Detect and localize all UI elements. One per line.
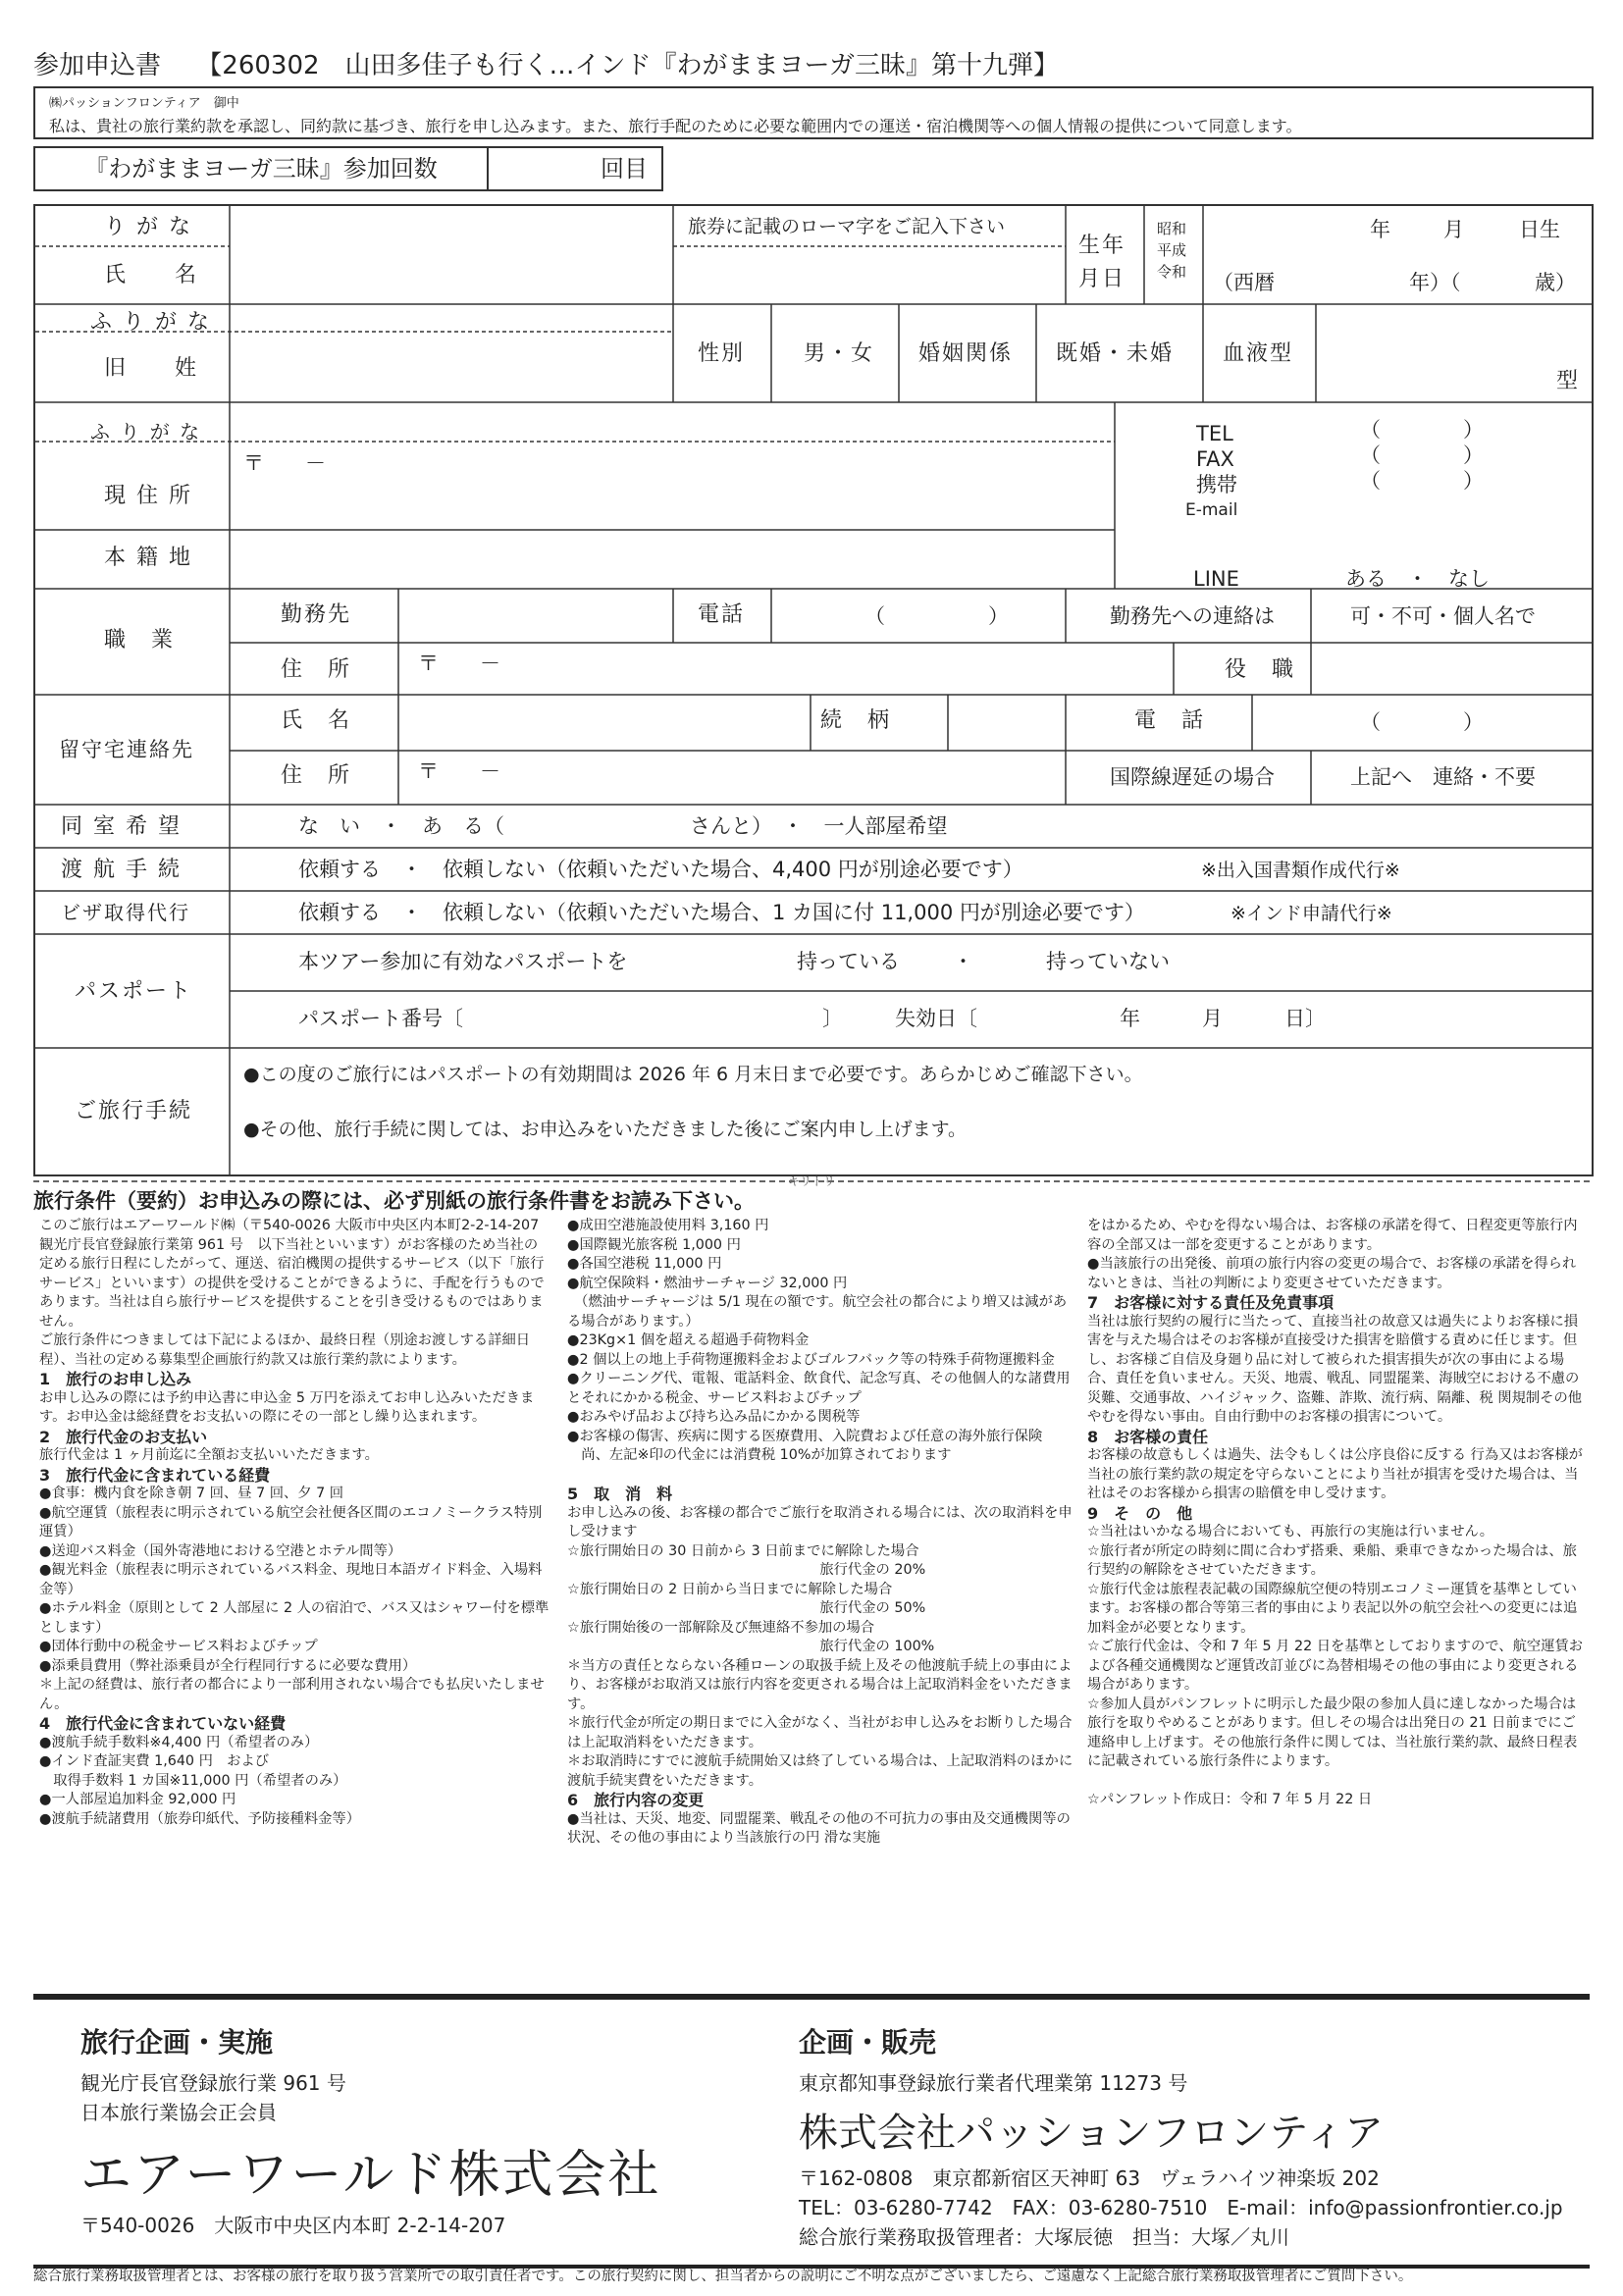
era-showa: 昭和 — [1157, 220, 1187, 237]
condition-text: お申し込みの際には予約申込書に申込金 5 万円を添えてお申し込みいただきます。お申込金は総経費をお支払いの際にその一部とし繰り込まれます。 — [39, 1389, 535, 1425]
condition-text: ●一人部屋追加料金 92,000 円 — [39, 1792, 236, 1807]
mobile-paren[interactable]: （ ） — [1360, 469, 1484, 493]
home-contact-phone-paren[interactable]: （ ） — [1360, 710, 1484, 734]
condition-text: ●当該旅行の出発後、前項の旅行内容の変更の場合で、お客様の承諾を得られないときは、当社の判断により変更させていただきます。 — [1087, 1256, 1577, 1291]
seller-registration: 東京都知事登録旅行業者代理業第 11273 号 — [799, 2071, 1188, 2095]
roman-note: 旅券に記載のローマ字をご記入下さい — [688, 216, 1006, 237]
condition-text: ☆旅行開始日の 2 日前から当日までに解除した場合 — [567, 1581, 893, 1597]
condition-text: ●成田空港施設使用料 3,160 円 — [567, 1218, 769, 1233]
home-postal-mark: 〒 － — [418, 759, 500, 783]
condition-text: ●23Kg×1 個を超える超過手荷物料金 — [567, 1332, 810, 1348]
birth-label: 生年月日 — [1078, 234, 1126, 291]
seller-address: 〒162-0808 東京都新宿区天神町 63 ヴェラハイツ神楽坂 202 — [799, 2166, 1380, 2190]
organizer-address: 〒540-0026 大阪市中央区内本町 2-2-14-207 — [80, 2214, 506, 2237]
furigana-label-2: ふ り が な — [90, 310, 211, 335]
agreement-box — [33, 86, 1594, 139]
condition-text: ＊旅行代金が所定の期日までに入金がなく、当社がお申し込みをお断りした場合は上記取消料をいただきます。 — [567, 1715, 1073, 1750]
condition-heading: 2 旅行代金のお支払い — [39, 1427, 208, 1446]
condition-text: ●航空保険料・燃油サーチャージ 32,000 円 — [567, 1275, 848, 1291]
condition-text: ●国際観光旅客税 1,000 円 — [567, 1236, 741, 1253]
era-reiwa: 令和 — [1157, 263, 1187, 281]
condition-text — [1087, 1772, 1590, 1792]
condition-heading: 7 お客様に対する責任及免責事項 — [1087, 1293, 1335, 1312]
conditions-column-3 — [1087, 1217, 1590, 1810]
form-header — [33, 45, 1059, 81]
visa-label: ビザ取得代行 — [61, 901, 190, 924]
passport-number-close: 〕 — [822, 1007, 843, 1030]
line-options[interactable]: ある ・ なし — [1345, 567, 1490, 591]
travel-proc-label: 渡 航 手 続 — [61, 858, 182, 882]
condition-text: ●食事：機内食を除き朝 7 回、昼 7 回、夕 7 回 — [39, 1486, 344, 1501]
condition-heading: 1 旅行のお申し込み — [39, 1370, 192, 1388]
condition-text: ☆当社はいかなる場合においても、再旅行の実施は行いません。 — [1087, 1524, 1493, 1539]
blood-label: 血液型 — [1223, 341, 1294, 366]
delay-label: 国際線遅延の場合 — [1110, 765, 1275, 789]
domicile-label: 本 籍 地 — [104, 546, 192, 570]
line-label: LINE — [1193, 567, 1239, 591]
tel-paren[interactable]: （ ） — [1360, 418, 1484, 442]
email-label: E-mail — [1185, 500, 1238, 520]
tour-name: 【260302 山田多佳子も行く…インド『わがままヨーガ三昧』第十九弾】 — [196, 51, 1060, 80]
form-title: 参加申込書 — [33, 51, 162, 80]
footer-note: 総合旅行業務取扱管理者とは、お客様の旅行を取り扱う営業所での取引責任者です。この旅行契約に関し、担当者からの説明にご不明な点がございましたら、ご遠慮なく上記総合旅行業務取扱管理者にご質問下さい。 — [33, 2269, 1413, 2284]
organizer-company: エアーワールド株式会社 — [80, 2146, 661, 2205]
visa-note: ※インド申請代行※ — [1230, 903, 1392, 924]
passport-have[interactable]: 持っている — [797, 950, 900, 973]
organizer-heading: 旅行企画・実施 — [80, 2026, 274, 2059]
expiry-date[interactable]: 年 月 日〕 — [1120, 1007, 1326, 1030]
name-label: 氏 名 — [104, 263, 199, 287]
condition-text: ☆ご旅行代金は、令和 7 年 5 月 22 日を基準としておりますので、航空運賃および各種交通機関など運賃改訂並びに為替相場その他の事由により変更される場合があります。 — [1087, 1639, 1584, 1693]
condition-text: 取得手数料 1 カ国※11,000 円（希望者のみ） — [39, 1772, 347, 1789]
procedure-note-1: ●この度のご旅行にはパスポートの有効期間は 2026 年 6 月末日まで必要です。あらかじめご確認下さい。 — [243, 1064, 1143, 1085]
condition-text: ＊お取消時にすでに渡航手続開始又は終了している場合は、上記取消料のほかに渡航手続実費をいただきます。 — [567, 1753, 1073, 1789]
condition-heading: 5 取 消 料 — [567, 1485, 673, 1503]
age: 歳） — [1535, 271, 1576, 294]
condition-text: お客様の故意もしくは過失、法令もしくは公序良俗に反する 行為又はお客様が当社の旅行業約款の規定を守らないことにより当社が損害を受けた場合は、当社はそのお客様から損害の賠償を申し受けます。 — [1087, 1447, 1583, 1501]
participation-count — [33, 146, 663, 191]
condition-text: ☆旅行代金は旅程表記載の国際線航空便の特別エコノミー運賃を基準としています。お客様の都合等第三者的事由により表記以外の航空会社への変更には追加料金が必要となります。 — [1087, 1581, 1578, 1636]
work-address-label: 住 所 — [281, 657, 352, 682]
travel-proc-note: ※出入国書類作成代行※ — [1201, 860, 1400, 881]
marital-options[interactable]: 既婚・未婚 — [1056, 341, 1175, 366]
condition-text: 旅行代金の 50% — [567, 1600, 926, 1616]
condition-text: （燃油サーチャージは 5/1 現在の額です。航空会社の都合により増又は減がある場合があります。） — [567, 1294, 1068, 1330]
cut-line — [33, 1180, 1590, 1182]
condition-text: ☆旅行開始後の一部解除及び無連絡不参加の場合 — [567, 1619, 875, 1636]
condition-heading: 6 旅行内容の変更 — [567, 1791, 705, 1809]
seller-heading: 企画・販売 — [799, 2026, 937, 2059]
seller-contact: TEL：03-6280-7742 FAX：03-6280-7510 E-mail：info@passionfrontier.co.jp — [799, 2196, 1563, 2219]
condition-text: ●送迎バス料金（国外寄港地における空港とホテル間等） — [39, 1542, 402, 1559]
condition-text: ●渡航手続諸費用（旅券印紙代、予防接種料金等） — [39, 1810, 361, 1827]
visa-options[interactable]: 依頼する ・ 依頼しない（依頼いただいた場合、1 カ国に付 11,000 円が別途必要です） — [298, 901, 1145, 924]
marital-label: 婚姻関係 — [918, 341, 1014, 366]
condition-text: ☆旅行者が所定の時刻に間に合わず搭乗、乗船、乗車できなかった場合は、旅行契約の解除をさせていただきます。 — [1087, 1542, 1577, 1578]
condition-text: ●当社は、天災、地変、同盟罷業、戦乱その他の不可抗力の事由及交通機関等の状況、その他の事由により当該旅行の円 滑な実施 — [567, 1810, 1071, 1846]
era-heisei: 平成 — [1157, 241, 1187, 259]
contact-ok-label: 勤務先への連絡は — [1110, 604, 1275, 628]
participation-unit: 回目 — [601, 155, 648, 183]
condition-text: ●添乗員費用（弊社添乗員が全行程同行するに必要な費用） — [39, 1657, 417, 1674]
condition-text: ☆参加人員がパンフレットに明示した最少限の参加人員に達しなかった場合は旅行を取りやめることがあります。但しその場合は出発日の 21 日前までにご連絡申し上げます。その他旅行条件に関しては、当社旅行業約款、最終日程表に記載されている旅行条件によります。 — [1087, 1696, 1578, 1769]
home-contact-label: 留守宅連絡先 — [59, 738, 194, 761]
blood-unit: 型 — [1556, 369, 1581, 393]
work-postal-mark: 〒 － — [418, 652, 500, 675]
organizer-block — [80, 2021, 767, 2240]
roman-name-input[interactable] — [675, 247, 1064, 302]
fax-label: FAX — [1196, 447, 1234, 471]
condition-text: お申し込みの後、お客様の都合でご旅行を取消される場合には、次の取消料を申し受けます — [567, 1504, 1073, 1539]
condition-text: 旅行代金の 100% — [567, 1639, 935, 1654]
room-label: 同 室 希 望 — [61, 814, 182, 839]
seireki: （西暦 — [1213, 271, 1275, 294]
passport-have-not[interactable]: 持っていない — [1046, 950, 1170, 973]
condition-text: ●観光料金（旅程表に明示されているバス料金、現地日本語ガイド料金、入場料金等） — [39, 1562, 543, 1597]
address-input[interactable] — [232, 471, 1113, 528]
fax-paren[interactable]: （ ） — [1360, 444, 1484, 467]
gender-label: 性別 — [698, 341, 746, 366]
condition-text: ●お客様の傷害、疾病に関する医療費用、入院費および任意の海外旅行保険 — [567, 1428, 1043, 1444]
condition-text: ●ホテル料金（原則として 2 人部屋に 2 人の宿泊で、バス又はシャワー付を標準とします） — [39, 1600, 550, 1636]
travel-proc-options[interactable]: 依頼する ・ 依頼しない（依頼いただいた場合、4,400 円が別途必要です） — [298, 858, 1023, 881]
old-name-label: 旧 姓 — [104, 356, 199, 381]
application-grid — [33, 204, 1594, 1176]
delay-options[interactable]: 上記へ 連絡・不要 — [1350, 765, 1536, 789]
passport-question: 本ツアー参加に有効なパスポートを — [298, 950, 628, 973]
gender-options[interactable]: 男・女 — [804, 341, 875, 366]
room-options[interactable]: な い ・ あ る（ さんと） ・ 一人部屋希望 — [298, 814, 948, 838]
furigana-label-3: ふ り が な — [90, 420, 202, 444]
organizer-registration: 観光庁長官登録旅行業 961 号 — [80, 2071, 346, 2095]
condition-text: 旅行代金は 1 ヶ月前迄に全額お支払いいただきます。 — [39, 1447, 379, 1463]
position-label: 役 職 — [1225, 657, 1296, 682]
condition-text: ＊当方の責任とならない各種ローンの取扱手続上及その他渡航手続上の事由により、お客様がお取消又は旅行内容を変更される場合は上記取消料金をいただきます。 — [567, 1657, 1073, 1712]
work-phone-paren[interactable]: （ ） — [864, 604, 1009, 628]
cut-label: キリトリ — [787, 1174, 835, 1188]
condition-text: をはかるため、やむを得ない場合は、お客様の承諾を得て、日程変更等旅行内容の全部又は一部を変更することがあります。 — [1087, 1218, 1578, 1253]
condition-text — [567, 1466, 1077, 1486]
seller-block — [799, 2021, 1584, 2252]
condition-text: ＊上記の経費は、旅行者の都合により一部利用されない場合でも払戻いたしません。 — [39, 1677, 545, 1712]
birth-day: 日生 — [1519, 218, 1560, 241]
address-label: 現 住 所 — [104, 484, 192, 508]
condition-heading: 8 お客様の責任 — [1087, 1427, 1209, 1446]
furigana-label: り が な — [104, 215, 192, 239]
home-contact-address-label: 住 所 — [281, 763, 352, 788]
conditions-column-1 — [39, 1217, 550, 1829]
condition-text: ご旅行条件につきましては下記によるほか、最終日程（別途お渡しする詳細日程）、当社の定める募集型企画旅行約款又は旅行業約款によります。 — [39, 1332, 531, 1368]
postal-mark: 〒 － — [243, 451, 326, 475]
condition-text: ●2 個以上の地上手荷物運搬料金およびゴルフバック等の特殊手荷物運搬料金 — [567, 1351, 1055, 1368]
condition-text: ●各国空港税 11,000 円 — [567, 1256, 722, 1272]
organizer-association: 日本旅行業協会正会員 — [80, 2101, 277, 2124]
name-input[interactable] — [232, 247, 671, 302]
condition-text: 当社は旅行契約の履行に当たって、直接当社の故意又は過失によりお客様に損害を与えた場合はそのお客様が直接受けた損害を賠償する責めに任じます。但し、お客様ご自信及身廻り品に対して被られた損害損失が次の事由による場合、責任を負いません。天災、地震、戦乱、同盟罷業、海賊空における不慮の災難、交通事故、ハイジャック、盗難、詐欺、流行病、隔離、税 関規制その他やむを得ない事由。自由行動中のお客様の損害について。 — [1087, 1313, 1583, 1425]
mobile-label: 携帯 — [1196, 473, 1237, 496]
condition-text: 尚、左記※印の代金には消費税 10%が加算されております — [567, 1447, 952, 1463]
condition-text: 旅行代金の 20% — [567, 1562, 926, 1578]
condition-text: ●おみやげ品および持ち込み品にかかる関税等 — [567, 1409, 861, 1425]
condition-text: ●航空運賃（旅程表に明示されている航空会社便各区間のエコノミークラス特別運賃） — [39, 1504, 543, 1539]
relation-label: 続 柄 — [820, 708, 892, 733]
condition-text: ●インド査証実費 1,640 円 および — [39, 1753, 270, 1769]
condition-text: ●クリーニング代、電報、電話料金、飲食代、記念写真、その他個人的な諸費用とそれにかかる税金、サービス料およびチップ — [567, 1371, 1071, 1406]
condition-text: ●渡航手続手数料※4,400 円（希望者のみ） — [39, 1734, 319, 1750]
participation-label: 『わがままヨーガ三昧』参加回数 — [35, 148, 489, 189]
condition-text: ☆パンフレット作成日：令和 7 年 5 月 22 日 — [1087, 1792, 1373, 1807]
conditions-title: 旅行条件（要約）お申込みの際には、必ず別紙の旅行条件書をお読み下さい。 — [33, 1189, 755, 1213]
home-contact-phone-label: 電 話 — [1134, 708, 1206, 733]
passport-separator: ・ — [953, 950, 973, 973]
home-contact-name-label: 氏 名 — [281, 708, 352, 733]
procedure-note-2: ●その他、旅行手続に関しては、お申込みをいただきました後にご案内申し上げます。 — [243, 1119, 968, 1140]
passport-number-input[interactable] — [487, 997, 820, 1042]
condition-heading: 9 そ の 他 — [1087, 1503, 1193, 1523]
addressee: ㈱パッションフロンティア 御中 — [49, 96, 239, 111]
condition-text: このご旅行はエアーワールド㈱（〒540-0026 大阪市中央区内本町2-2-14-207 観光庁長官登録旅行業第 961 号 以下当社といいます）がお客様のため当社の定める旅行日程にしたがって、運送、宿泊機関の提供するサービス（以下「旅行サービス」といいます）の提供を受けることができるように、手配を行うものであります。当社は自ら旅行サービスを提供することを引き受けるものではありません。 — [39, 1218, 545, 1330]
seller-company: 株式会社パッションフロンティア — [799, 2111, 1384, 2156]
passport-number-label: パスポート番号〔 — [298, 1007, 463, 1030]
condition-heading: 4 旅行代金に含まれていない経費 — [39, 1714, 287, 1733]
job-label: 職 業 — [104, 628, 176, 652]
seireki-year: 年）（ — [1409, 271, 1461, 294]
tel-label: TEL — [1196, 422, 1233, 445]
birth-month: 月 — [1443, 218, 1464, 241]
contact-options[interactable]: 可・不可・個人名で — [1350, 604, 1536, 628]
seller-manager: 総合旅行業務取扱管理者：大塚辰徳 担当：大塚／丸川 — [799, 2225, 1289, 2249]
agreement-text: 私は、貴社の旅行業約款を承認し、同約款に基づき、旅行を申し込みます。また、旅行手配のために必要な範囲内での運送・宿泊機関等への個人情報の提供について同意します。 — [49, 117, 1302, 135]
condition-heading: 3 旅行代金に含まれている経費 — [39, 1465, 271, 1485]
expiry-label: 失効日〔 — [895, 1007, 977, 1030]
birth-year: 年 — [1370, 218, 1390, 241]
passport-label: パスポート — [75, 979, 193, 1004]
condition-text: ☆旅行開始日の 30 日前から 3 日前までに解除した場合 — [567, 1542, 919, 1559]
company-footer — [33, 1994, 1590, 2269]
condition-text: ●団体行動中の税金サービス料およびチップ — [39, 1639, 318, 1654]
phone-label: 電話 — [698, 602, 746, 627]
procedure-label: ご旅行手続 — [75, 1099, 193, 1123]
conditions-column-2 — [567, 1217, 1077, 1849]
workplace-label: 勤務先 — [281, 602, 352, 627]
